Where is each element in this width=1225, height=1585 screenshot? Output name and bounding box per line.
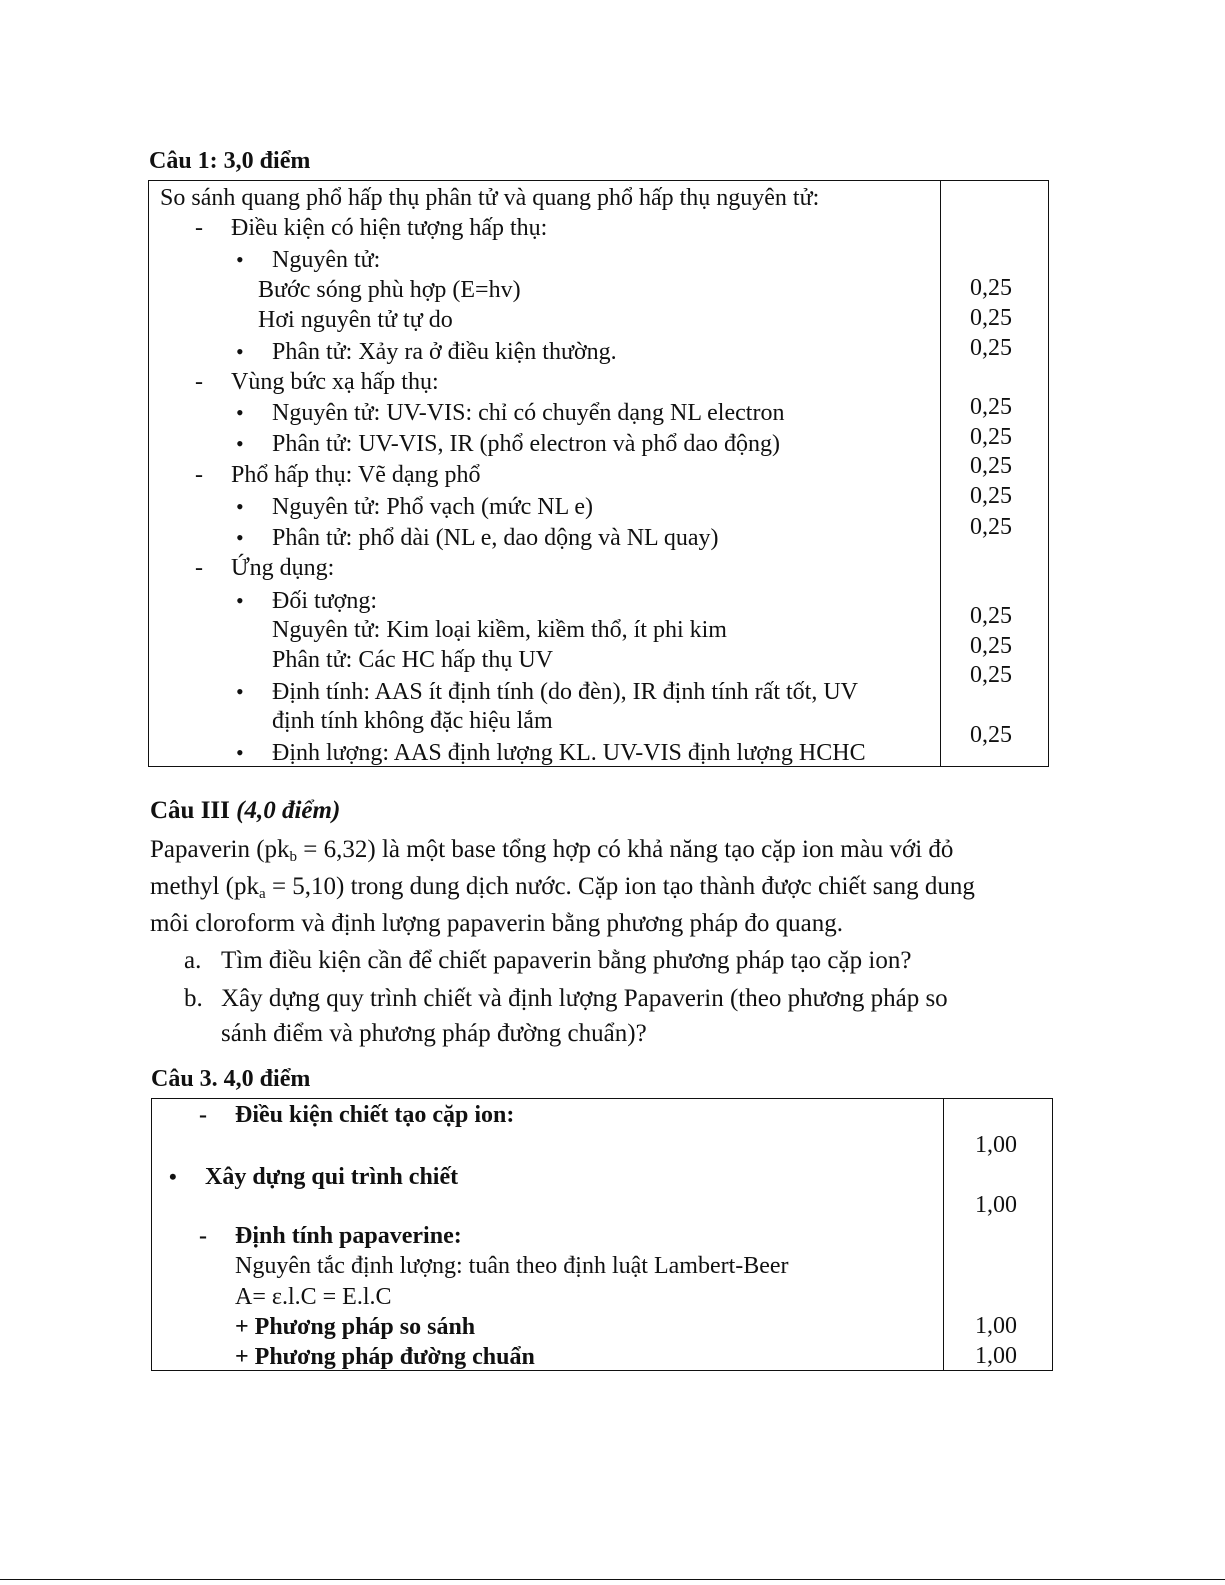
q3-text: = 6,32) là một base tổng hợp có khả năng tạo cặp ion màu với đỏ <box>297 836 954 863</box>
q1-score: 0,25 <box>970 275 1012 301</box>
q1-text-qualitative-cont: định tính không đặc hiệu lắm <box>272 708 553 734</box>
q3-paragraph-line1 <box>150 831 1056 868</box>
q1-item-object: • Đối tượng: <box>272 586 377 616</box>
q1-score: 0,25 <box>970 394 1012 420</box>
q1-score: 0,25 <box>970 633 1012 659</box>
q1-item-qualitative: • Định tính: AAS ít định tính (do đèn), IR định tính rất tốt, UV <box>272 677 858 707</box>
q3-text: methyl (pk <box>150 873 260 900</box>
q1-item-spectrum: - Phổ hấp thụ: Vẽ dạng phổ <box>231 460 481 490</box>
q3-heading-points: (4,0 điểm) <box>236 797 341 824</box>
q1-text-wavelength: Bước sóng phù hợp (E=hv) <box>258 277 521 303</box>
q1-item-condition: - Điều kiện có hiện tượng hấp thụ: <box>231 213 547 243</box>
ans3-text-compare-method: + Phương pháp so sánh <box>235 1314 476 1340</box>
q3-marker-b: b. <box>184 985 203 1012</box>
ans3-score: 1,00 <box>975 1192 1017 1218</box>
q1-item-region: - Vùng bức xạ hấp thụ: <box>231 367 439 397</box>
ans3-text-principle: Nguyên tắc định lượng: tuân theo định luật Lambert-Beer <box>235 1253 789 1279</box>
q1-item-quantitative: • Định lượng: AAS định lượng KL. UV-VIS định lượng HCHC <box>272 738 866 768</box>
ans3-text-formula: A= ε.l.C = E.l.C <box>235 1284 392 1310</box>
q1-item-molecule-uv: • Phân tử: UV-VIS, IR (phổ electron và phổ dao động) <box>272 429 780 459</box>
q1-item-atom: • Nguyên tử: <box>272 245 380 275</box>
q1-score: 0,25 <box>970 305 1012 331</box>
ans3-score: 1,00 <box>975 1313 1017 1339</box>
q1-item-molecule: • Phân tử: Xảy ra ở điều kiện thường. <box>272 337 617 367</box>
q3-heading-title: Câu III <box>150 797 237 824</box>
q3-item-b-cont: sánh điểm và phương pháp đường chuẩn)? <box>221 1020 647 1047</box>
q1-score: 0,25 <box>970 603 1012 629</box>
q3-paragraph-line3: môi cloroform và định lượng papaverin bằng phương pháp đo quang. <box>150 910 843 937</box>
q1-item-application: - Ứng dụng: <box>231 553 334 583</box>
q1-score: 0,25 <box>970 722 1012 748</box>
page-bottom-rule <box>0 1579 1225 1580</box>
ans3-text-calibration-method: + Phương pháp đường chuẩn <box>235 1344 535 1370</box>
q1-heading: Câu 1: 3,0 điểm <box>149 148 311 174</box>
ans3-table-divider <box>943 1098 944 1371</box>
q3-text: Papaverin (pk <box>150 836 290 863</box>
q1-score: 0,25 <box>970 424 1012 450</box>
q3-paragraph-line2 <box>150 868 1056 905</box>
ans3-score: 1,00 <box>975 1343 1017 1369</box>
q3-subscript-a: a <box>259 886 266 902</box>
q1-score: 0,25 <box>970 662 1012 688</box>
q1-intro: So sánh quang phổ hấp thụ phân tử và quang phổ hấp thụ nguyên tử: <box>160 185 820 211</box>
ans3-item-procedure: • Xây dựng qui trình chiết <box>205 1162 458 1192</box>
q1-score: 0,25 <box>970 335 1012 361</box>
q1-text-vapor: Hơi nguyên tử tự do <box>258 307 453 333</box>
ans3-item-qualitative: - Định tính papaverine: <box>235 1221 462 1251</box>
q1-text-molecule-object: Phân tử: Các HC hấp thụ UV <box>272 647 553 673</box>
q3-text: = 5,10) trong dung dịch nước. Cặp ion tạo thành được chiết sang dung <box>265 873 975 900</box>
q1-text-atom-object: Nguyên tử: Kim loại kiềm, kiềm thổ, ít phi kim <box>272 617 727 643</box>
q3-item-a: Tìm điều kiện cần để chiết papaverin bằng phương pháp tạo cặp ion? <box>221 947 912 974</box>
q3-subscript-b: b <box>289 849 298 865</box>
q3-marker-a: a. <box>184 947 202 974</box>
q1-score: 0,25 <box>970 514 1012 540</box>
q1-table-divider <box>940 180 941 767</box>
q3-item-b: Xây dựng quy trình chiết và định lượng Papaverin (theo phương pháp so <box>221 985 948 1012</box>
q1-score: 0,25 <box>970 453 1012 479</box>
q1-item-atom-line: • Nguyên tử: Phổ vạch (mức NL e) <box>272 492 593 522</box>
q1-score: 0,25 <box>970 483 1012 509</box>
q1-item-molecule-band: • Phân tử: phổ dài (NL e, dao dộng và NL quay) <box>272 523 718 553</box>
ans3-score: 1,00 <box>975 1132 1017 1158</box>
ans3-item-condition: - Điều kiện chiết tạo cặp ion: <box>235 1100 514 1130</box>
q1-item-atom-uv: • Nguyên tử: UV-VIS: chỉ có chuyển dạng NL electron <box>272 398 784 428</box>
ans3-heading: Câu 3. 4,0 điểm <box>151 1066 311 1092</box>
q3-heading <box>150 796 340 826</box>
